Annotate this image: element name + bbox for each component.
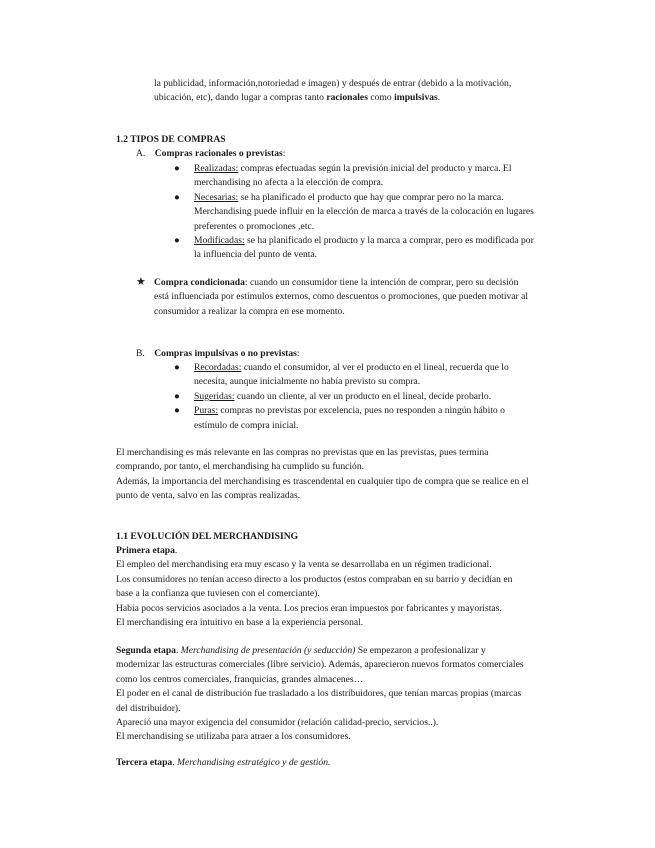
list-item: [174, 162, 582, 191]
item-cont: la influencia del punto de venta.: [194, 249, 318, 261]
etapa-line: El merchandising se utilizaba para atraer a los consumidores.: [116, 731, 351, 743]
item-term: Modificadas:: [194, 235, 245, 247]
subsection-b-title: Compras impulsivas o no previstas: [154, 348, 297, 359]
bold-racionales: racionales: [326, 92, 368, 104]
etapa-2-subtitle: Merchandising de presentación (y seducción): [180, 645, 356, 656]
paragraph-line: El merchandising es más relevante en las compras no previstas que en las previstas, pues termina: [116, 447, 489, 458]
item-text: compras no previstas por excelencia, pues no responden a ningún hábito o: [217, 405, 505, 417]
etapa-3: [116, 756, 581, 770]
etapa-line: modernizar las estructuras comerciales (libre servicio). Además, aparecieron nuevos formatos comerciales: [116, 659, 524, 671]
intro-line-1: la publicidad, información,notoriedad e imagen) y después de entrar (debido a la motivación,: [154, 78, 512, 89]
item-text: se ha planificado el producto que hay que comprar pero no la marca.: [238, 191, 504, 203]
list-item: [174, 234, 582, 263]
etapa-text: Se empezaron a profesionalizar y: [355, 645, 486, 656]
list-item: [174, 361, 582, 390]
etapa-2-title: Segunda etapa: [116, 645, 176, 656]
star-text: : cuando un consumidor tiene la intención de comprar, pero su decisión: [244, 277, 519, 288]
item-text: se ha planificado el producto y la marca a comprar, pero es modificada por: [244, 235, 534, 247]
compra-condicionada-item: [136, 276, 600, 319]
list-a: [174, 162, 582, 263]
etapa-line: El poder en el canal de distribución fue trasladado a los distribuidores, que tenían marcas propias (marcas: [116, 688, 522, 700]
etapa-1: [116, 544, 581, 630]
item-cont: necesita, aunque inicialmente no había previsto su compra.: [194, 376, 421, 388]
bullet-icon: ●: [174, 191, 180, 203]
intro-text: ubicación, etc), dando lugar a compras tanto: [154, 92, 327, 104]
item-term: Necesarias:: [194, 191, 239, 203]
list-item: [174, 191, 582, 234]
paragraph-line: Además, la importancia del merchandising es trascendental en cualquier tipo de compra que se realice en el: [116, 475, 529, 487]
item-term: Realizadas:: [194, 163, 239, 174]
etapa-2: [116, 644, 581, 745]
separator: .: [175, 645, 181, 656]
list-b: [174, 361, 582, 433]
subsection-a-heading: [136, 147, 601, 161]
item-cont: Merchandising puede influir en la elección de marca a través de la colocación en lugares: [194, 206, 534, 218]
intro-text: como: [367, 92, 395, 104]
etapa-3-subtitle: Merchandising estratégico y de gestión.: [177, 757, 331, 768]
item-term: Recordadas:: [194, 362, 242, 373]
etapa-line: base a la confianza que tuviesen con el comerciante).: [116, 588, 320, 600]
letter-a: A.: [136, 148, 146, 159]
star-text: consumidor a realizar la compra en ese momento.: [154, 305, 345, 317]
bullet-icon: ●: [174, 235, 180, 247]
list-item: [174, 404, 582, 433]
subsection-b-heading: [136, 347, 601, 361]
section-heading-1-1: 1.1 EVOLUCIÓN DEL MERCHANDISING: [116, 531, 299, 542]
paragraph-relevance: [116, 446, 581, 504]
bullet-icon: ●: [174, 362, 180, 373]
etapa-3-title: Tercera etapa: [116, 757, 173, 768]
bold-impulsivas: impulsivas: [394, 92, 438, 104]
subsection-a-title: Compras racionales o previstas: [154, 148, 283, 159]
intro-text: .: [437, 92, 441, 104]
item-text: compras efectuadas según la previsión inicial del producto y marca. El: [238, 163, 512, 174]
star-text: está influenciada por estímulos externos, como descuentos o promociones, que pueden motivar al: [154, 291, 529, 303]
etapa-line: Apareció una mayor exigencia del consumidor (relación calidad-precio, servicios..).: [116, 717, 439, 729]
period: .: [174, 545, 178, 556]
bullet-icon: ●: [174, 163, 180, 174]
list-item: [174, 390, 582, 404]
star-title: Compra condicionada: [154, 277, 245, 288]
etapa-1-title: Primera etapa: [116, 545, 175, 556]
letter-b: B.: [136, 348, 145, 359]
item-cont: merchandising no afecta a la elección de compra.: [194, 177, 384, 189]
star-icon: ★: [136, 276, 146, 288]
item-text: cuando un cliente, al ver un producto en el lineal, decide probarlo.: [234, 390, 492, 402]
bullet-icon: ●: [174, 390, 180, 402]
etapa-line: del distribuidor).: [116, 702, 181, 714]
section-heading-1-2: 1.2 TIPOS DE COMPRAS: [116, 134, 226, 145]
bullet-icon: ●: [174, 405, 180, 417]
separator: .: [172, 757, 178, 768]
paragraph-line: punto de venta, salvo en las compras realizadas.: [116, 490, 301, 502]
colon: :: [296, 348, 300, 359]
item-cont: preferentes o promociones ,etc.: [194, 220, 315, 232]
colon: :: [282, 148, 286, 159]
intro-paragraph: [154, 77, 584, 106]
etapa-line: Los consumidores no tenían acceso directo a los productos (estos compraban en su barrio y decidían en: [116, 573, 513, 585]
item-cont: estímulo de compra inicial.: [194, 419, 299, 431]
item-text: cuando el consumidor, al ver el producto en el lineal, recuerda que lo: [241, 362, 509, 373]
item-term: Sugeridas:: [194, 390, 235, 402]
etapa-line: Había pocos servicios asociados a la venta. Los precios eran impuestos por fabricantes y mayoristas.: [116, 602, 502, 614]
item-term: Puras:: [194, 405, 218, 417]
intro-line-2: [154, 91, 584, 105]
etapa-line: como los centros comerciales, franquicias, grandes almacenes…: [116, 673, 364, 685]
paragraph-line: comprando, por tanto, el merchandising ha cumplido su función.: [116, 461, 365, 473]
etapa-line: El empleo del merchandising era muy escaso y la venta se desarrollaba en un régimen tradicional.: [116, 559, 492, 571]
etapa-line: El merchandising era intuitivo en base a la experiencia personal.: [116, 617, 364, 629]
